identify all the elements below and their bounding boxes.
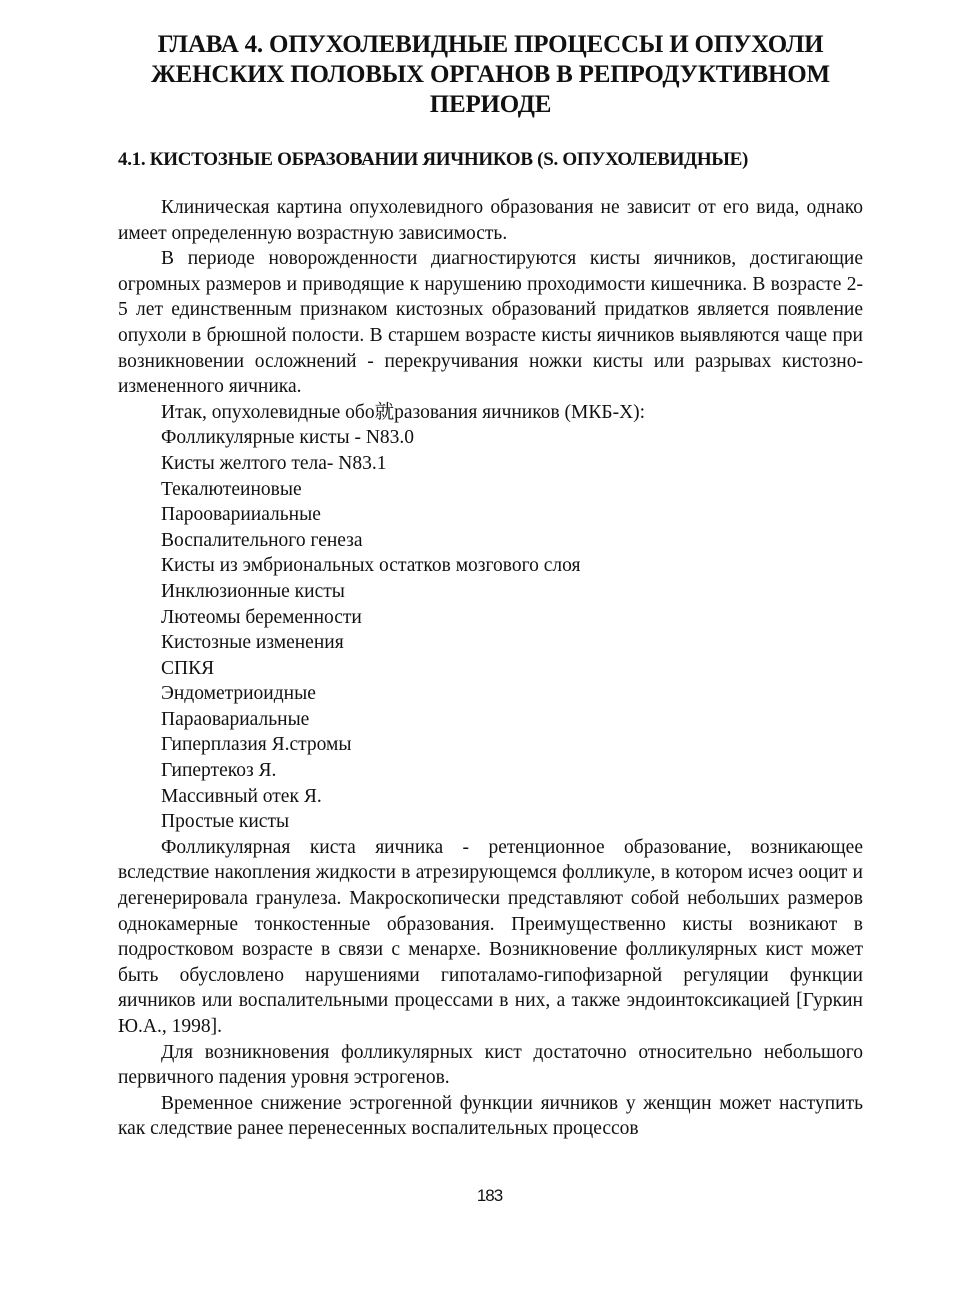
paragraph: Фолликулярная киста яичника - ретенционное образование, возникающее вследствие накопления жидкости в атрезирующемся фолликуле, в котором исчез ооцит и дегенерировала гранулеза. Макроскопически представляют собой небольших размеров однокамерные тонкостенные образования. Преимущественно кисты возникают в подростковом возрасте в связи с менархе. Возникновение фолликулярных кист может быть обусловлено нарушениями гипоталамо-гипофизарной регуляции функции яичников или воспалительными процессами в них, а также эндоинтоксикацией [Гуркин Ю.А., 1998]. (118, 836, 863, 1037)
list-item: Массивный отек Я. (161, 785, 322, 807)
list-item: Кисты из эмбриональных остатков мозгового слоя (161, 555, 581, 577)
list-item: Итак, опухолевидные обо就разования яичников (МКБ-Х): (161, 401, 646, 423)
section-title: 4.1. КИСТОЗНЫЕ ОБРАЗОВАНИИ ЯИЧНИКОВ (S. ОПУХОЛЕВИДНЫЕ) (118, 149, 749, 170)
list-item: Парооварииальные (161, 504, 321, 526)
list-item: Простые кисты (161, 811, 290, 833)
list-item: Эндометриоидные (161, 683, 316, 705)
list-item: Гипертекоз Я. (161, 760, 277, 782)
page-number: 183 (476, 1186, 503, 1205)
paragraph: Временное снижение эстрогенной функции яичников у женщин может наступить как следствие ранее перенесенных воспалительных процессов (118, 1092, 863, 1140)
body-text (118, 195, 863, 1142)
list-item: Гиперплазия Я.стромы (161, 734, 352, 756)
list-item: СПКЯ (161, 657, 215, 679)
list-item: Текалютеиновые (161, 478, 302, 500)
list-item: Воспалительного генеза (161, 529, 363, 551)
document-page (118, 30, 863, 1142)
chapter-title: ГЛАВА 4. ОПУХОЛЕВИДНЫЕ ПРОЦЕССЫ И ОПУХОЛИ ЖЕНСКИХ ПОЛОВЫХ ОРГАНОВ В РЕПРОДУКТИВНОМ ПЕРИОДЕ (151, 31, 830, 118)
paragraph: В периоде новорожденности диагностируются кисты яичников, достигающие огромных размеров и приводящие к нарушению проходимости кишечника. В возрасте 2-5 лет единственным признаком кистозных образований придатков является появление опухоли в брюшной полости. В старшем возрасте кисты яичников выявляются чаще при возникновении осложнений - перекручивания ножки кисты или разрывах кистозно-измененного яичника. (118, 248, 863, 398)
list-item: Параовариальные (161, 708, 310, 730)
list-item: Кистозные изменения (161, 632, 344, 654)
list-item: Инклюзионные кисты (161, 580, 345, 602)
list-item: Лютеомы беременности (161, 606, 362, 628)
paragraph: Клиническая картина опухолевидного образования не зависит от его вида, однако имеет определенную возрастную зависимость. (118, 197, 863, 244)
list-item: Кисты желтого тела- N83.1 (161, 452, 387, 474)
tumor-like-formations-list (118, 400, 863, 835)
list-item: Фолликулярные кисты - N83.0 (161, 427, 415, 449)
paragraph: Для возникновения фолликулярных кист достаточно относительно небольшого первичного падения уровня эстрогенов. (118, 1041, 863, 1089)
